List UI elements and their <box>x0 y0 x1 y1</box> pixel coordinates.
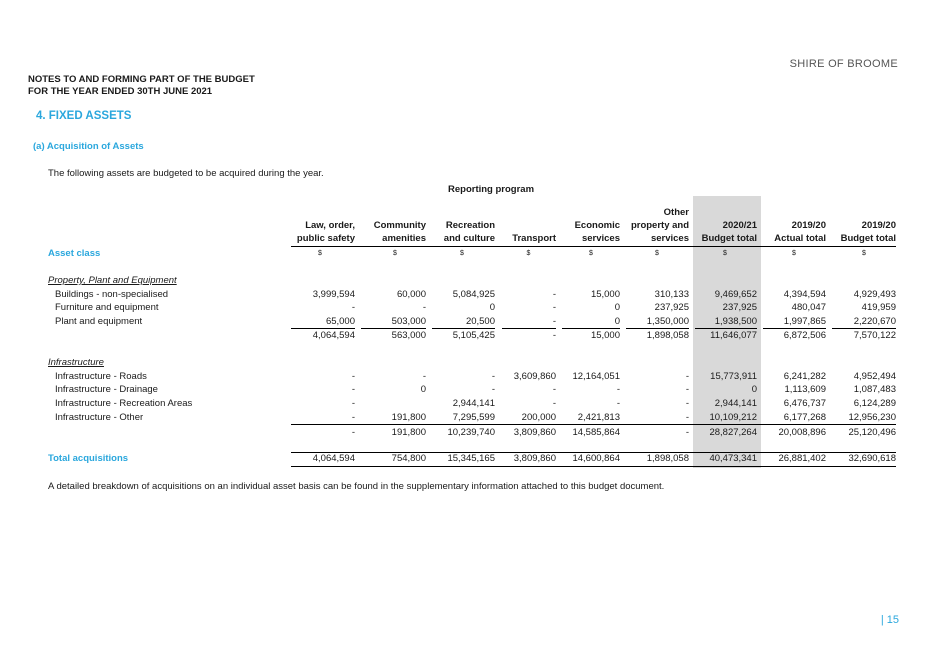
table-cell: 0 <box>420 384 426 395</box>
column-header-line: Budget total <box>701 233 757 244</box>
row-label: Infrastructure - Other <box>55 412 144 423</box>
unit-label: $ <box>393 250 397 257</box>
page-number: | 15 <box>880 614 899 626</box>
table-cell: - <box>685 427 689 438</box>
column-header-line: Community <box>373 220 426 231</box>
table-cell: 4,929,493 <box>853 289 896 300</box>
table-cell: 1,113,609 <box>784 384 826 395</box>
table-cell: 1,898,058 <box>646 453 689 464</box>
table-cell: 3,809,860 <box>513 427 556 438</box>
footnote: A detailed breakdown of acquisitions on an individual asset basis can be found in the supplementary information attached to this budget document. <box>48 481 665 492</box>
table-cell: 28,827,264 <box>709 427 757 438</box>
table-cell: 32,690,618 <box>848 453 896 464</box>
table-cell: - <box>616 398 620 409</box>
table-cell: 65,000 <box>325 316 355 327</box>
unit-label: $ <box>792 250 796 257</box>
table-cell: - <box>351 412 355 423</box>
reporting-program-heading: Reporting program <box>448 184 535 195</box>
table-cell: 419,959 <box>861 302 896 313</box>
category-heading: Infrastructure <box>48 357 104 368</box>
table-cell: 4,394,594 <box>783 289 826 300</box>
table-cell: - <box>422 371 426 382</box>
table-cell: - <box>685 412 689 423</box>
table-rule <box>291 246 896 247</box>
table-cell: 503,000 <box>391 316 426 327</box>
table-cell: 11,646,077 <box>710 330 757 341</box>
unit-label: $ <box>589 250 593 257</box>
unit-label: $ <box>862 250 866 257</box>
table-cell: 12,164,051 <box>572 371 620 382</box>
table-cell: - <box>552 398 556 409</box>
table-cell: 6,177,268 <box>783 412 826 423</box>
table-rule <box>626 328 689 329</box>
table-cell: 20,008,896 <box>778 427 826 438</box>
table-cell: 2,220,670 <box>853 316 896 327</box>
row-label: Infrastructure - Recreation Areas <box>55 398 193 409</box>
table-cell: 26,881,402 <box>778 453 826 464</box>
table-cell: 2,944,141 <box>714 398 757 409</box>
table-cell: 15,000 <box>590 330 620 341</box>
table-cell: 310,133 <box>654 289 689 300</box>
section-title: 4. FIXED ASSETS <box>36 110 132 122</box>
table-cell: 14,600,864 <box>572 453 620 464</box>
table-rule <box>695 328 757 329</box>
table-cell: - <box>351 302 355 313</box>
table-cell: - <box>422 302 426 313</box>
table-cell: 754,800 <box>391 453 426 464</box>
table-cell: 237,925 <box>722 302 757 313</box>
table-cell: 15,773,911 <box>710 371 757 382</box>
column-header-line: Other <box>663 207 689 218</box>
table-cell: 0 <box>614 316 620 327</box>
table-cell: 480,047 <box>791 302 826 313</box>
table-cell: 2,421,813 <box>577 412 620 423</box>
table-cell: 9,469,652 <box>714 289 757 300</box>
table-cell: - <box>491 371 495 382</box>
intro-text: The following assets are budgeted to be acquired during the year. <box>48 168 324 179</box>
table-cell: - <box>552 289 556 300</box>
section-subtitle: (a) Acquisition of Assets <box>33 141 144 152</box>
table-rule <box>763 328 826 329</box>
table-cell: 0 <box>489 302 495 313</box>
column-header-line: 2019/20 <box>791 220 826 231</box>
table-cell: 191,800 <box>391 412 426 423</box>
table-cell: 10,109,212 <box>709 412 757 423</box>
table-rule <box>291 466 896 467</box>
row-label: Infrastructure - Drainage <box>55 384 158 395</box>
table-cell: 0 <box>614 302 620 313</box>
table-rule <box>432 328 495 329</box>
table-cell: 6,241,282 <box>783 371 826 382</box>
table-cell: - <box>552 384 556 395</box>
table-cell: 40,473,341 <box>709 453 757 464</box>
table-rule <box>832 328 896 329</box>
unit-label: $ <box>318 250 322 257</box>
table-cell: 0 <box>751 384 757 395</box>
column-header-line: Actual total <box>774 233 826 244</box>
table-cell: 1,997,865 <box>783 316 826 327</box>
column-header-line: and culture <box>443 233 495 244</box>
column-header-line: Economic <box>574 220 620 231</box>
table-cell: - <box>491 384 495 395</box>
table-cell: 6,124,289 <box>853 398 896 409</box>
table-cell: - <box>552 302 556 313</box>
table-rule <box>562 328 620 329</box>
table-cell: - <box>351 371 355 382</box>
table-cell: 15,000 <box>590 289 620 300</box>
notes-line-2: FOR THE YEAR ENDED 30TH JUNE 2021 <box>28 86 213 97</box>
table-rule <box>502 328 556 329</box>
table-cell: 1,087,483 <box>853 384 896 395</box>
table-rule <box>361 328 426 329</box>
row-label: Plant and equipment <box>55 316 143 327</box>
table-cell: - <box>685 371 689 382</box>
category-heading: Property, Plant and Equipment <box>48 275 177 286</box>
document-header <box>28 74 255 98</box>
unit-label: $ <box>655 250 659 257</box>
table-cell: 14,585,864 <box>572 427 620 438</box>
table-cell: 25,120,496 <box>848 427 896 438</box>
table-cell: 20,500 <box>465 316 495 327</box>
column-header-line: services <box>581 233 620 244</box>
column-header-line: Budget total <box>840 233 896 244</box>
table-cell: 191,800 <box>391 427 426 438</box>
table-cell: - <box>685 384 689 395</box>
table-cell: - <box>552 330 556 341</box>
table-cell: 4,952,494 <box>853 371 896 382</box>
column-header-line: public safety <box>296 233 355 244</box>
notes-line-1: NOTES TO AND FORMING PART OF THE BUDGET <box>28 74 255 85</box>
table-cell: 7,295,599 <box>452 412 495 423</box>
column-header-line: 2019/20 <box>861 220 896 231</box>
unit-label: $ <box>460 250 464 257</box>
row-label: Infrastructure - Roads <box>55 371 147 382</box>
table-cell: - <box>351 427 355 438</box>
table-cell: 3,809,860 <box>513 453 556 464</box>
column-header <box>806 206 896 245</box>
table-cell: 6,476,737 <box>783 398 826 409</box>
table-cell: - <box>351 384 355 395</box>
table-cell: 563,000 <box>391 330 426 341</box>
table-cell: 2,944,141 <box>452 398 495 409</box>
column-header-line: property and <box>630 220 689 231</box>
table-cell: 1,350,000 <box>646 316 689 327</box>
table-cell: 4,064,594 <box>312 330 355 341</box>
table-cell: - <box>685 398 689 409</box>
table-cell: - <box>616 384 620 395</box>
asset-class-label: Asset class <box>48 248 101 259</box>
table-cell: 5,084,925 <box>452 289 495 300</box>
table-cell: 12,956,230 <box>848 412 896 423</box>
row-label: Buildings - non-specialised <box>55 289 169 300</box>
table-cell: 7,570,122 <box>853 330 896 341</box>
unit-label: $ <box>526 250 531 257</box>
table-cell: - <box>552 316 556 327</box>
table-cell: 5,105,425 <box>452 330 495 341</box>
table-cell: 4,064,594 <box>312 453 355 464</box>
table-cell: 3,999,594 <box>312 289 355 300</box>
table-cell: 60,000 <box>396 289 426 300</box>
table-cell: 1,898,058 <box>646 330 689 341</box>
table-rule <box>291 424 896 425</box>
table-cell: 15,345,165 <box>447 453 495 464</box>
column-header-line: Law, order, <box>305 220 355 231</box>
table-cell: 6,872,506 <box>783 330 826 341</box>
table-cell: 3,609,860 <box>513 371 556 382</box>
table-cell: 1,938,500 <box>714 316 757 327</box>
table-cell: - <box>351 398 355 409</box>
column-header-line: Recreation <box>445 220 495 231</box>
column-header-line: amenities <box>382 233 426 244</box>
table-cell: 200,000 <box>521 412 556 423</box>
unit-label: $ <box>723 250 727 257</box>
table-rule <box>291 328 355 329</box>
table-cell: 237,925 <box>654 302 689 313</box>
row-label: Furniture and equipment <box>55 302 159 313</box>
organisation-name: SHIRE OF BROOME <box>789 58 898 70</box>
total-label: Total acquisitions <box>48 453 129 464</box>
column-header-line: Transport <box>512 233 556 244</box>
table-cell: 10,239,740 <box>447 427 495 438</box>
column-header-line: services <box>650 233 689 244</box>
column-header-line: 2020/21 <box>722 220 757 231</box>
